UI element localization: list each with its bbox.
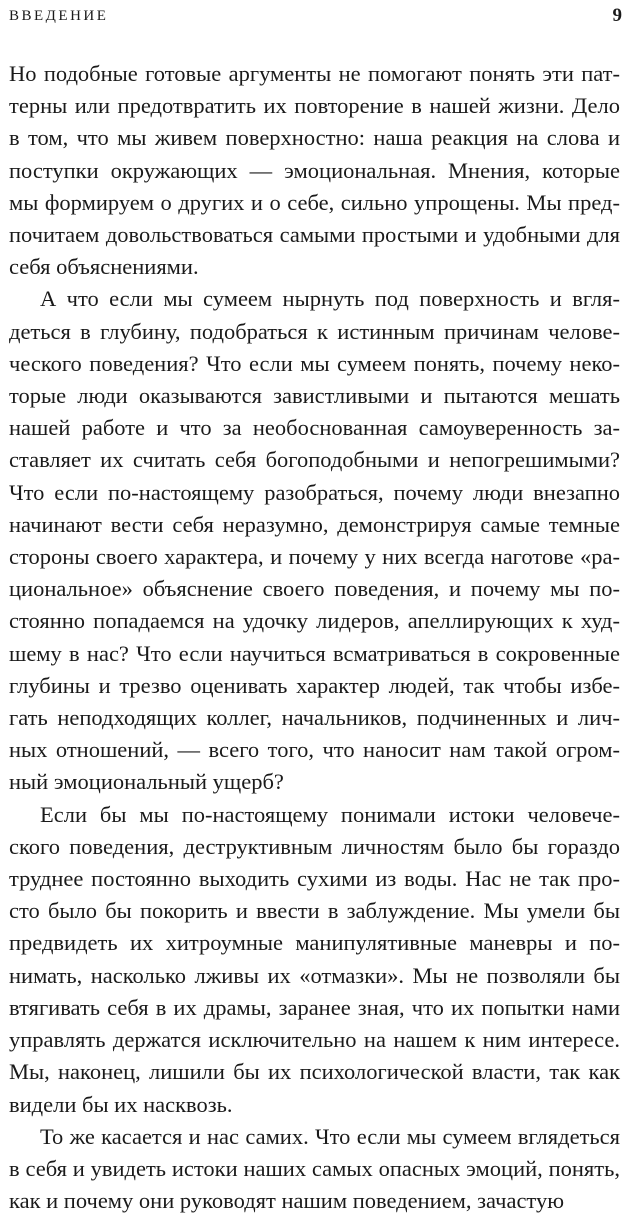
paragraph-4: То же касается и нас самих. Что если мы сумеем вглядеться в себя и увидеть истоки наших самых опасных эмоций, понять, как и почему они руководят нашим поведением, зачастую bbox=[9, 1123, 620, 1214]
paragraph-1: Но подобные готовые аргументы не помогают понять эти паттерны или предотвратить их повторение в нашей жизни. Дело в том, что мы живем поверхностно: наша реакция на слова и поступки окружающих — эмоциональная. Мнения, которые мы формируем о других и о себе, сильно упрощены. Мы предпочитаем довольствоваться самыми простыми и удобными для себя объяснениями. bbox=[9, 61, 620, 280]
paragraph-3: Если бы мы по-настоящему понимали истоки человеческого поведения, деструктивным личностям было бы гораздо труднее постоянно выходить сухими из воды. Нас не так просто было бы покорить и ввести в заблуждение. Мы умели бы предвидеть их хитроумные манипулятивные маневры и понимать, насколько лживы их «отмазки». Мы не позволяли бы втягивать себя в их драмы, заранее зная, что их попытки нами управлять держатся исключительно на нашем к ним интересе. Мы, наконец, лишили бы их психологической власти, так как видели бы их насквозь. bbox=[9, 801, 620, 1117]
body-text bbox=[9, 58, 620, 1217]
running-header bbox=[9, 4, 620, 28]
page-number: 9 bbox=[612, 5, 622, 26]
paragraph-2: А что если мы сумеем нырнуть под поверхность и вглядеться в глубину, подобраться к истинным причинам человеческого поведения? Что если мы сумеем понять, почему некоторые люди оказываются завистливыми и пытаются мешать нашей работе и что за необоснованная самоуверенность заставляет их считать себя богоподобными и непогрешимыми? Что если по-настоящему разобраться, почему люди внезапно начинают вести себя неразумно, демонстрируя самые темные стороны своего характера, и почему у них всегда наготове «рациональное» объяснение своего поведения, и почему мы постоянно попадаемся на удочку лидеров, апеллирующих к худшему в нас? Что если научиться всматриваться в сокровенные глубины и трезво оценивать характер людей, так чтобы избегать неподходящих коллег, начальников, подчиненных и личных отношений, — всего того, что наносит нам такой огромный эмоциональный ущерб? bbox=[9, 286, 620, 795]
section-title: ВВЕДЕНИЕ bbox=[9, 8, 109, 24]
